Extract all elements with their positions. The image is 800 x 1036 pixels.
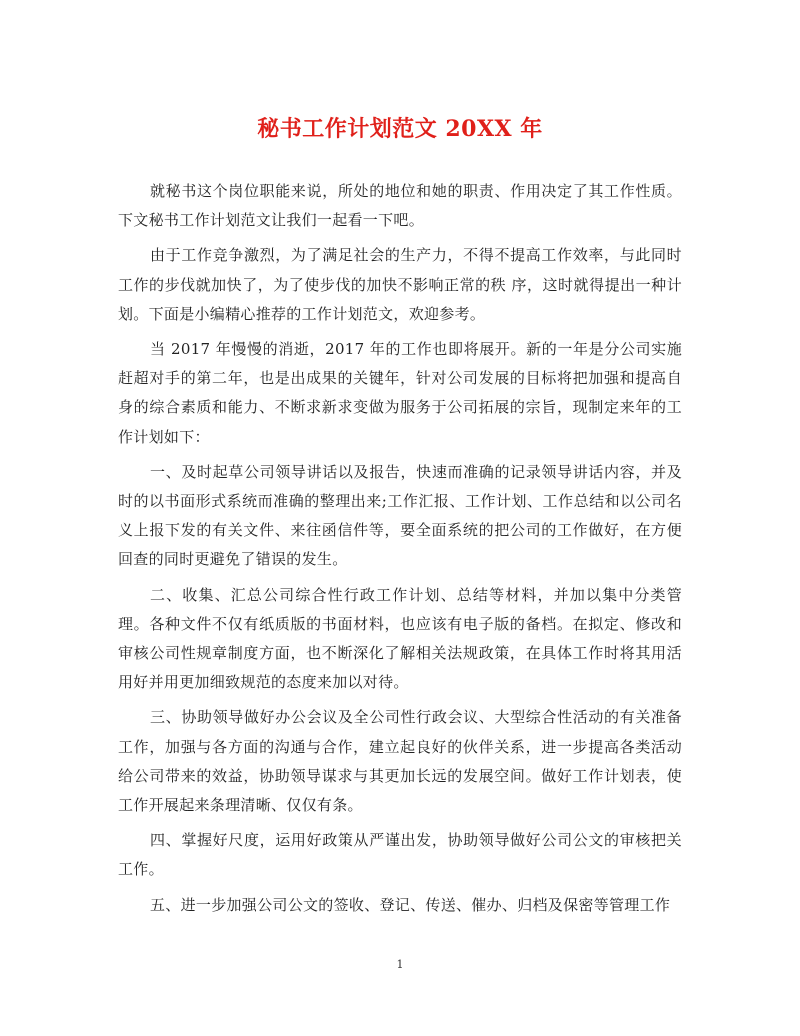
paragraph-item-5: 五、进一步加强公司公文的签收、登记、传送、催办、归档及保密等管理工作 [150, 895, 671, 914]
document-title: 秘书工作计划范文 20XX 年 [257, 116, 543, 142]
document-body [118, 177, 682, 926]
page-number: 1 [396, 958, 404, 971]
paragraph-item-1: 一、及时起草公司领导讲话以及报告，快速而准确的记录领导讲话内容，并及时的以书面形式系统而准确的整理出来;工作汇报、工作计划、工作总结和以公司名义上报下发的有关文件、来往函信件等，要全面系统的把公司的工作做好，在方便回查的同时更避免了错误的发生。 [118, 462, 682, 569]
paragraph-item-3: 三、协助领导做好办公会议及全公司性行政会议、大型综合性活动的有关准备工作，加强与各方面的沟通与合作，建立起良好的伙伴关系，进一步提高各类活动给公司带来的效益，协助领导谋求与其更加长远的发展空间。做好工作计划表，使工作开展起来条理清晰、仅仅有条。 [118, 708, 682, 815]
paragraph-intro: 就秘书这个岗位职能来说，所处的地位和她的职责、作用决定了其工作性质。下文秘书工作计划范文让我们一起看一下吧。 [118, 182, 682, 230]
paragraph-plan-overview: 当 2017 年慢慢的消逝，2017 年的工作也即将展开。新的一年是分公司实施赶超对手的第二年，也是出成果的关键年，针对公司发展的目标将把加强和提高自身的综合素质和能力、不断求新求变做为服务于公司拓展的宗旨，现制定来年的工作计划如下： [118, 340, 682, 446]
paragraph-item-2: 二、收集、汇总公司综合性行政工作计划、总结等材料，并加以集中分类管理。各种文件不仅有纸质版的书面材料，也应该有电子版的备档。在拟定、修改和审核公司性规章制度方面，也不断深化了解相关法规政策，在具体工作时将其用活用好并用更加细致规范的态度来加以对待。 [118, 585, 682, 692]
paragraph-item-4: 四、掌握好尺度，运用好政策从严谨出发，协助领导做好公司公文的审核把关工作。 [118, 831, 682, 879]
paragraph-background: 由于工作竞争激烈，为了满足社会的生产力，不得不提高工作效率，与此同时工作的步伐就加快了，为了使步伐的加快不影响正常的秩 序，这时就得提出一种计划。下面是小编精心推荐的工作计划范文，欢迎参考。 [118, 246, 682, 323]
